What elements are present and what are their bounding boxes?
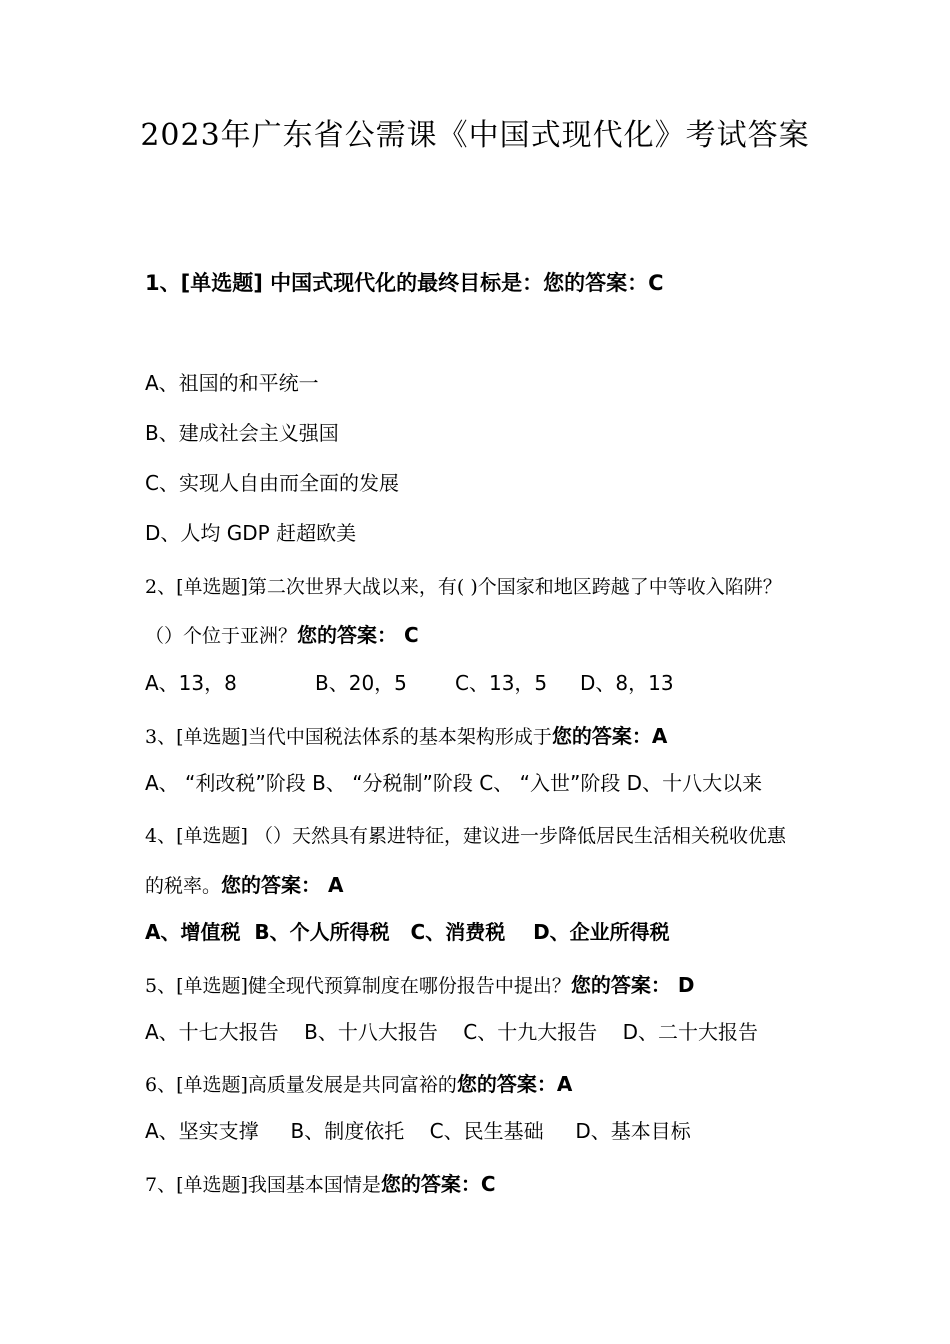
question-5-stem [145, 970, 695, 1001]
question-5-stem-text: 5、[单选题]健全现代预算制度在哪份报告中提出？ [145, 975, 571, 997]
question-2-option-b: B、20，5 [315, 671, 407, 695]
question-2-stem-line2 [145, 620, 419, 651]
question-2-option-a: A、13，8 [145, 671, 237, 695]
question-2-option-d: D、8，13 [580, 671, 674, 695]
question-3-stem [145, 721, 667, 752]
question-2-answer: 您的答案： C [297, 623, 419, 647]
question-4-answer: 您的答案： A [221, 873, 344, 897]
question-5-answer: 您的答案： D [570, 973, 695, 997]
question-6-stem [145, 1069, 572, 1100]
question-7-stem [145, 1169, 496, 1200]
question-4-stem-line2 [145, 870, 343, 901]
question-3-answer: 您的答案：A [551, 724, 668, 748]
question-6-stem-text: 6、[单选题]高质量发展是共同富裕的 [145, 1074, 457, 1096]
question-2-option-c: C、13，5 [455, 671, 548, 695]
question-4-stem-line1: 4、[单选题] （）天然具有累进特征，建议进一步降低居民生活相关税收优惠 [145, 825, 786, 847]
question-6-options: A、坚实支撑 B、制度依托 C、民生基础 D、基本目标 [145, 1119, 691, 1143]
question-3-stem-text: 3、[单选题]当代中国税法体系的基本架构形成于 [145, 726, 552, 748]
question-2-options [145, 668, 674, 698]
question-6-answer: 您的答案：A [456, 1072, 573, 1096]
question-1-stem: 1、[单选题] 中国式现代化的最终目标是：您的答案：C [145, 271, 664, 295]
question-7-answer: 您的答案：C [380, 1172, 496, 1196]
question-2-stem-line1: 2、[单选题]第二次世界大战以来，有( )个国家和地区跨越了中等收入陷阱？ [145, 576, 782, 598]
question-1-option-b: B、建成社会主义强国 [145, 421, 339, 445]
question-1-option-c: C、实现人自由而全面的发展 [145, 471, 399, 495]
question-1-option-d: D、人均 GDP 赶超欧美 [145, 521, 357, 545]
question-4-options: A、增值税 B、个人所得税 C、消费税 D、企业所得税 [145, 920, 670, 944]
question-2-stem-text: （）个位于亚洲？ [145, 625, 298, 647]
question-3-options: A、 “利改税”阶段 B、 “分税制”阶段 C、 “入世”阶段 D、十八大以来 [145, 771, 763, 795]
question-1-option-a: A、祖国的和平统一 [145, 371, 319, 395]
question-5-options: A、十七大报告 B、十八大报告 C、十九大报告 D、二十大报告 [145, 1020, 759, 1044]
question-7-stem-text: 7、[单选题]我国基本国情是 [145, 1174, 381, 1196]
question-4-stem-text: 的税率。 [145, 875, 222, 897]
document-title: 2023年广东省公需课《中国式现代化》考试答案 [140, 118, 810, 153]
